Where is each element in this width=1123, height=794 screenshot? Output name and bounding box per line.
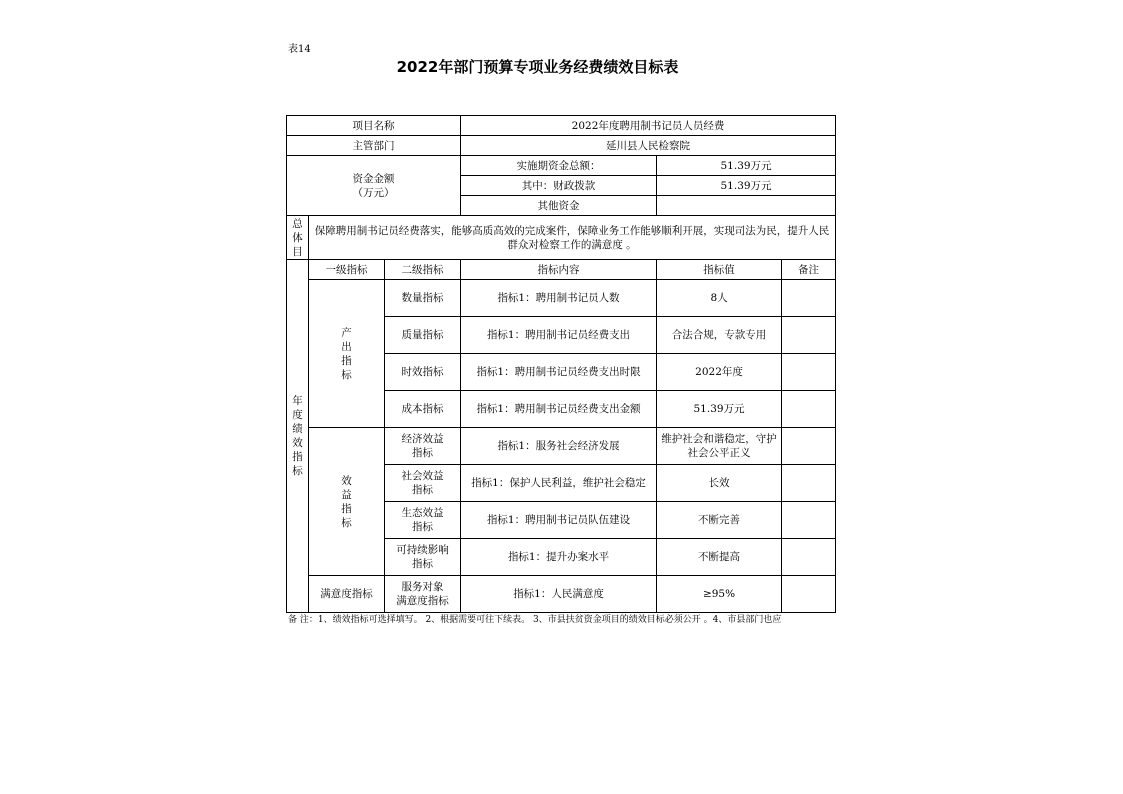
page-title: 2022年部门预算专项业务经费绩效目标表 [396,58,679,76]
indicator-remark [782,317,836,354]
indicator-value: 长效 [657,465,782,502]
indicator-value: 维护社会和谐稳定，守护社会公平正义 [657,428,782,465]
overall-goal-text: 保障聘用制书记员经费落实，能够高质高效的完成案件，保障业务工作能够顺利开展，实现司法为民，提升人民群众对检察工作的满意度 。 [309,216,836,260]
table-number: 表14 [288,44,311,55]
indicator-content: 指标1：聘用制书记员人数 [461,280,657,317]
level2-text: 成本指标 [401,403,444,415]
indicator-remark [782,354,836,391]
indicator-content: 指标1：保护人民利益，维护社会稳定 [461,465,657,502]
level2-text: 指标 [412,558,434,570]
indicator-content: 指标1：聘用制书记员经费支出 [461,317,657,354]
table-row [287,280,836,317]
indicator-value: 8人 [657,280,782,317]
effect-indicator-label [309,428,385,576]
fund-amount-label-line2: （万元） [352,186,395,199]
overall-goal-label [287,216,309,260]
indicator-value: 51.39万元 [657,391,782,428]
effect-indicator-label-char: 效 [341,474,352,487]
level2-indicator [385,428,461,465]
indicator-content: 指标1：服务社会经济发展 [461,428,657,465]
header-content: 指标内容 [461,260,657,280]
footnote: 备 注：1、绩效指标可选择填写。 2、根据需要可往下续表。 3、市县扶贫资金项目的绩效目标必须公开 。4、市县部门也应 [288,615,782,625]
level2-text: 生态效益 [401,507,444,519]
level2-indicator [385,317,461,354]
header-remark: 备注 [782,260,836,280]
level2-text: 数量指标 [401,292,444,304]
annual-indicator-label-char: 效 [292,437,303,449]
indicator-content: 指标1：聘用制书记员经费支出金额 [461,391,657,428]
department-value: 延川县人民检察院 [461,136,836,156]
annual-indicator-label-char: 标 [292,465,303,477]
annual-indicator-label-char: 绩 [292,423,303,435]
level2-indicator [385,280,461,317]
header-value: 指标值 [657,260,782,280]
output-indicator-label-char: 产 [341,326,352,339]
output-indicator-label-char: 指 [341,354,352,367]
level2-text: 社会效益 [401,470,444,482]
fund-amount-label [287,156,461,216]
table-row [287,428,836,465]
indicator-value: ≥95% [657,576,782,613]
indicator-remark [782,391,836,428]
indicator-remark [782,465,836,502]
level2-indicator [385,465,461,502]
level2-indicator [385,576,461,613]
annual-indicator-label-char: 指 [292,451,303,463]
indicator-value: 不断完善 [657,502,782,539]
level2-indicator [385,354,461,391]
fund-total-value: 51.39万元 [657,156,836,176]
fund-amount-label-line1: 资金金额 [352,172,395,185]
output-indicator-label [309,280,385,428]
level2-text: 指标 [412,484,434,496]
table-row [287,576,836,613]
satisfaction-indicator-label: 满意度指标 [309,576,385,613]
indicator-content: 指标1：人民满意度 [461,576,657,613]
department-label: 主管部门 [287,136,461,156]
fund-fiscal-label: 其中：财政拨款 [461,176,657,196]
level2-indicator [385,502,461,539]
indicator-remark [782,539,836,576]
annual-indicator-label-char: 年 [292,395,303,407]
project-name-label: 项目名称 [287,116,461,136]
indicator-value: 合法合规，专款专用 [657,317,782,354]
annual-indicator-label [287,260,309,613]
indicator-value: 2022年度 [657,354,782,391]
overall-goal-label-char: 体 [292,231,303,244]
level2-text: 时效指标 [401,366,444,378]
indicator-value: 不断提高 [657,539,782,576]
header-level1: 一级指标 [309,260,385,280]
level2-indicator [385,391,461,428]
level2-text: 服务对象 [401,581,444,593]
level2-indicator [385,539,461,576]
header-level2: 二级指标 [385,260,461,280]
overall-goal-label-char: 总 [292,217,303,230]
project-name-value: 2022年度聘用制书记员人员经费 [461,116,836,136]
annual-indicator-label-char: 度 [292,409,303,421]
indicator-content: 指标1：聘用制书记员队伍建设 [461,502,657,539]
performance-target-table [286,115,836,613]
output-indicator-label-char: 出 [341,340,352,353]
overall-goal-label-char: 目 [292,245,303,258]
fund-other-value [657,196,836,216]
indicator-remark [782,280,836,317]
level2-text: 经济效益 [401,433,444,445]
effect-indicator-label-char: 益 [341,488,352,501]
level2-text: 满意度指标 [396,595,449,607]
effect-indicator-label-char: 标 [341,516,352,529]
fund-fiscal-value: 51.39万元 [657,176,836,196]
effect-indicator-label-char: 指 [341,502,352,515]
level2-text: 指标 [412,521,434,533]
indicator-remark [782,576,836,613]
indicator-content: 指标1：提升办案水平 [461,539,657,576]
indicator-remark [782,428,836,465]
indicator-remark [782,502,836,539]
level2-text: 指标 [412,447,434,459]
fund-total-label: 实施期资金总额： [461,156,657,176]
level2-text: 质量指标 [401,329,444,341]
level2-text: 可持续影响 [396,544,449,556]
fund-other-label: 其他资金 [461,196,657,216]
output-indicator-label-char: 标 [341,368,352,381]
indicator-content: 指标1：聘用制书记员经费支出时限 [461,354,657,391]
